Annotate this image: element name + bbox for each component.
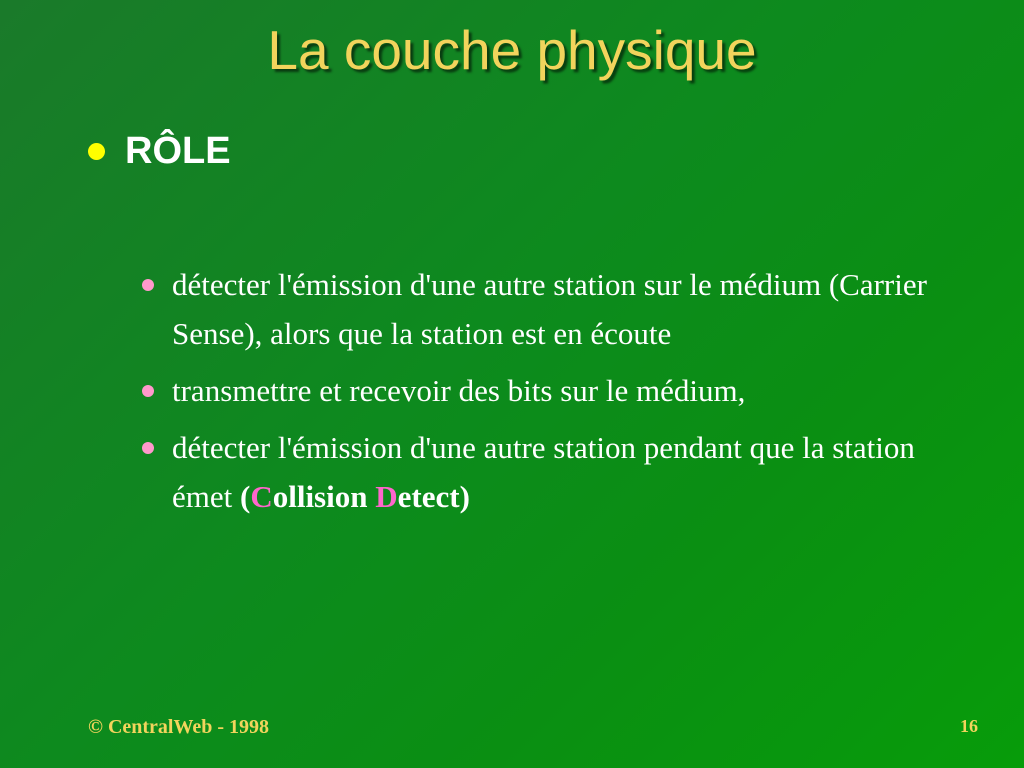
page-number: 16 [960, 716, 978, 736]
section-heading [88, 130, 231, 173]
list-item-text: détecter l'émission d'une autre station pendant que la station émet [172, 430, 915, 514]
list-item-text: transmettre et recevoir des bits sur le médium, [172, 373, 746, 408]
list-item [140, 366, 940, 415]
slide-title: La couche physique [267, 19, 757, 81]
collision-text: ollision [272, 479, 376, 514]
bullet-icon [142, 279, 154, 291]
close-paren: ) [459, 479, 470, 514]
highlight-letter-c: C [250, 479, 273, 514]
section-label: RÔLE [125, 130, 231, 172]
detect-text: etect [397, 479, 460, 514]
list-item-text: détecter l'émission d'une autre station sur le médium (Carrier Sense), alors que la station est en écoute [172, 267, 927, 351]
list-item [140, 260, 940, 358]
bullet-icon [142, 385, 154, 397]
list-item [140, 423, 940, 521]
highlight-letter-d: D [375, 479, 398, 514]
bullet-icon [142, 442, 154, 454]
bullet-icon [88, 143, 105, 160]
bullet-list [140, 260, 940, 529]
open-paren: ( [240, 479, 251, 514]
footer-copyright: © CentralWeb - 1998 [88, 716, 270, 738]
